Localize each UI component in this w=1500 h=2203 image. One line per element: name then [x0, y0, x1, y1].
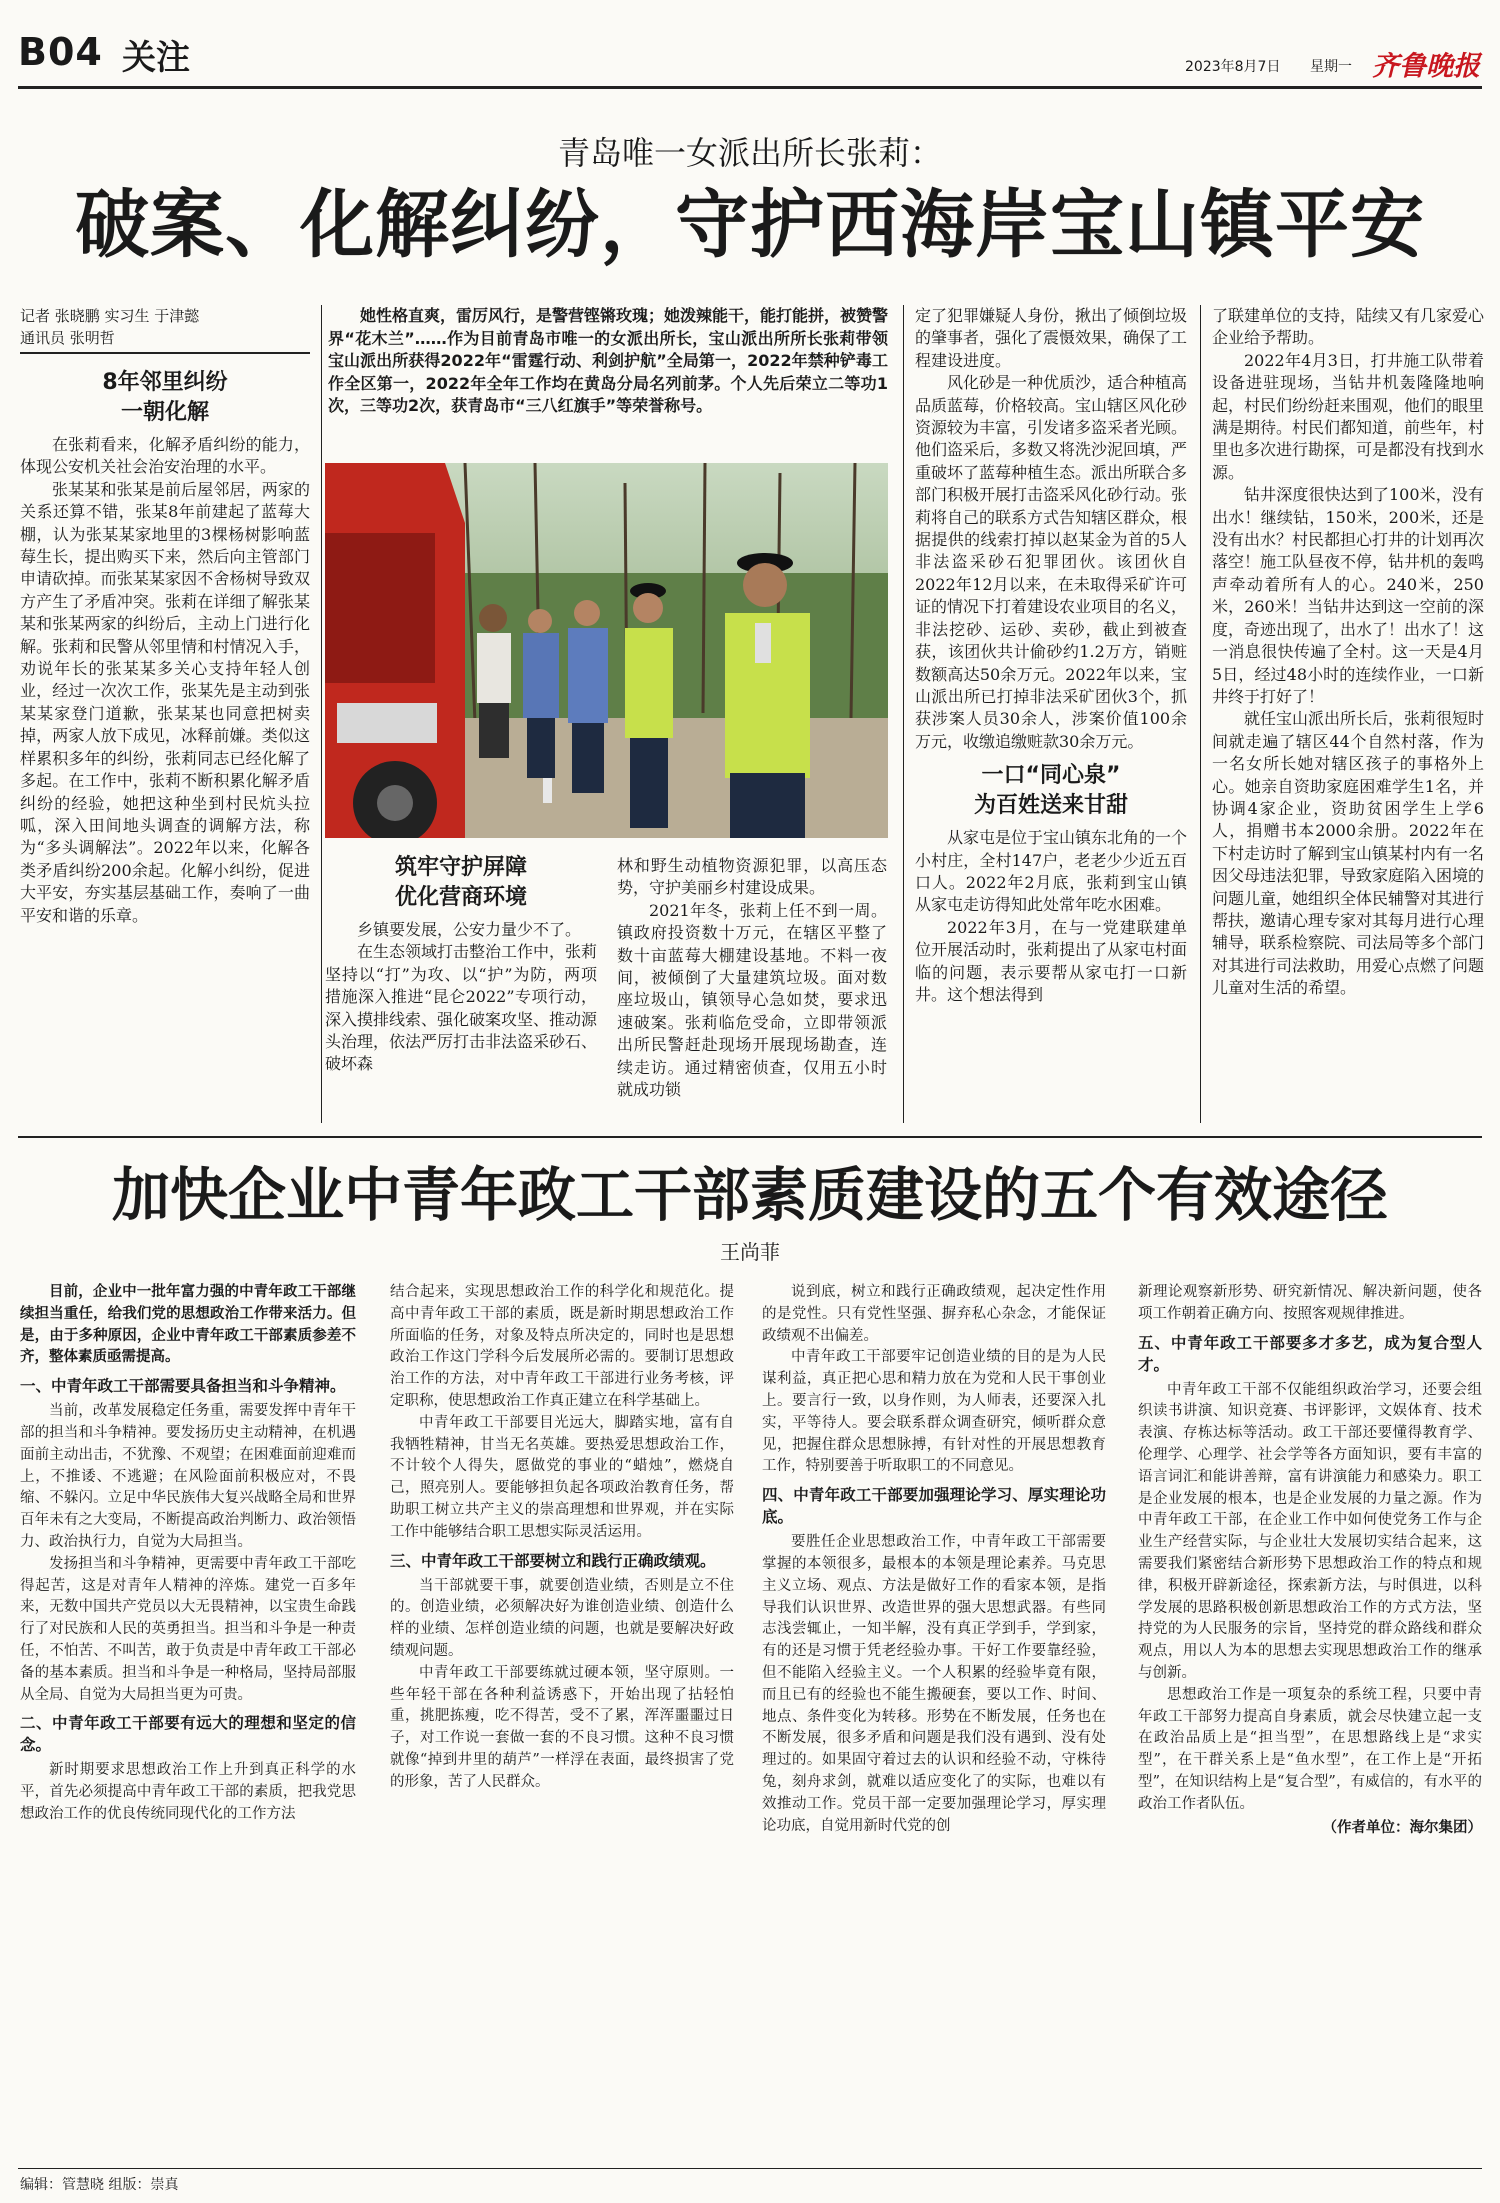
paragraph: 在张莉看来，化解矛盾纠纷的能力，体现公安机关社会治安治理的水平。	[20, 435, 310, 477]
byline-rule	[20, 352, 310, 354]
paragraph: 2022年3月，在与一党建联建单位开展活动时，张莉提出了从家屯村面临的问题，表示要帮从家屯打一口新井。这个想法得到	[915, 917, 1188, 1004]
section-title-4: 四、中青年政工干部要加强理论学习、厚实理论功底。	[762, 1486, 1106, 1527]
paragraph: 当干部就要干事，就要创造业绩，否则是立不住的。创造业绩，必须解决好为谁创造业绩、创造什么样的业绩、怎样创造业绩的问题，也就是要解决好政绩观问题。	[390, 1577, 734, 1659]
paragraph: 林和野生动植物资源犯罪，以高压态势，守护美丽乡村建设成果。	[617, 856, 887, 898]
article1-kicker: 青岛唯一女派出所长张莉：	[557, 134, 942, 172]
paragraph: 新时期要求思想政治工作上升到真正科学的水平，首先必须提高中青年政工干部的素质，把我党思想政治工作的优良传统同现代化的工作方法	[20, 1762, 356, 1822]
article2-author: 王尚菲	[720, 1240, 780, 1264]
paragraph: 风化砂是一种优质沙，适合种植高品质蓝莓，价格较高。宝山辖区风化砂资源较为丰富，引发诸多盗采者光顾。他们盗采后，多数又将洗沙泥回填，严重破坏了蓝莓种植生态。派出所联合多部门积极开展打击盗采风化砂行动。张莉将自己的联系方式告知辖区群众，根据提供的线索打掉以赵某金为首的5人非法盗采砂石犯罪团伙。该团伙自2022年12月以来，在未取得采矿许可证的情况下打着建设农业项目的名义，非法挖砂、运砂、卖砂，截止到被查获，该团伙共计偷砂约1.2万方，销赃数额高达50余万元。2022年以来，宝山派出所已打掉非法采矿团伙3个，抓获涉案人员30余人，涉案价值100余万元，收缴追缴赃款30余万元。	[915, 373, 1188, 751]
subheading-neighbour-dispute: 8年邻里纠纷 一朝化解	[102, 370, 228, 425]
column-divider	[1200, 305, 1201, 1123]
article1-lead: 她性格直爽，雷厉风行，是警营铿锵玫瑰；她泼辣能干，能打能拼，被赞警界“花木兰”……作为目前青岛市唯一的女派出所长，宝山派出所所长张莉带领宝山派出所获得2022年“雷霆行动、利剑护航”全局第一，2022年禁种铲毒工作全区第一，2022年全年工作均在黄岛分局名列前茅。个人先后荣立二等功1次，三等功2次，获青岛市“三八红旗手”等荣誉称号。	[328, 306, 889, 416]
issue-date: 2023年8月7日	[1185, 59, 1281, 75]
page-code: B04	[18, 30, 103, 74]
article2-col2	[390, 1282, 734, 1794]
paragraph: 中青年政工干部不仅能组织政治学习，还要会组织读书讲演、知识竞赛、书评影评，文娱体育、技术表演、存栋达标等活动。政工干部还要懂得教育学、伦理学、心理学、社会学等各方面知识，要有丰富的语言词汇和能讲善辩，富有讲演能力和感染力。职工是企业发展的根本，也是企业发展的力量之源。作为中青年政工干部，在企业工作中如何使党务工作与企业生产经营实际，与企业壮大发展切实结合起来，这需要我们紧密结合新形势下思想政治工作的特点和规律，积极开辟新途径，探索新方法，与时俱进，以科学发展的思路积极创新思想政治工作的方式方法，坚持党的为人民服务的宗旨，坚持党的群众路线和群众观点，用以人为本的思想去实现思想政治工作的继承与创新。	[1138, 1381, 1482, 1681]
paragraph: 思想政治工作是一项复杂的系统工程，只要中青年政工干部努力提高自身素质，就会尽快建立起一支在政治品质上是“担当型”，在思想路线上是“求实型”，在干群关系上是“鱼水型”，在工作上是“开拓型”，在知识结构上是“复合型”，有威信的，有水平的政治工作者队伍。	[1138, 1686, 1482, 1812]
paragraph: 中青年政工干部要目光远大，脚踏实地，富有自我牺牲精神，甘当无名英雄。要热爱思想政治工作，不计较个人得失，愿做党的事业的“蜡烛”，燃烧自己，照亮别人。要能够担负起各项政治教育任务，帮助职工树立共产主义的崇高理想和世界观，并在实际工作中能够结合职工思想实际灵活运用。	[390, 1414, 734, 1540]
subheading-guard-barrier: 筑牢守护屏障 优化营商环境	[394, 855, 527, 910]
paragraph: 说到底，树立和践行正确政绩观，起决定性作用的是党性。只有党性坚强、摒弃私心杂念，才能保证政绩观不出偏差。	[762, 1284, 1106, 1344]
section-title-5: 五、中青年政工干部要多才多艺，成为复合型人才。	[1138, 1333, 1482, 1374]
paragraph: 2022年4月3日，打井施工队带着设备进驻现场，当钻井机轰隆隆地响起，村民们纷纷赶来围观，他们的眼里满是期待。村民们都知道，前些年，村里也多次进行勘探，可是都没有找到水源。	[1212, 350, 1485, 482]
police-patrol-photo	[325, 463, 888, 838]
editor-credits: 编辑：管慧晓 组版：崇真	[20, 2177, 179, 2193]
column-divider	[321, 305, 322, 1123]
section-title-3: 三、中青年政工干部要树立和践行正确政绩观。	[390, 1551, 716, 1570]
article1-col2	[325, 845, 597, 1076]
paragraph: 发扬担当和斗争精神，更需要中青年政工干部吃得起苦，这是对青年人精神的淬炼。建党一百多年来，无数中国共产党员以大无畏精神，以宝贵生命践行了对民族和人民的英勇担当。担当和斗争是一种责任，不怕苦、不叫苦，敢于负责是中青年政工干部必备的基本素质。担当和斗争是一种格局，坚持局部服从全局、自觉为大局担当更为可贵。	[20, 1555, 356, 1703]
article1-col3	[617, 855, 887, 1101]
article1-col5	[1212, 305, 1484, 1000]
photo-illustration	[325, 463, 888, 838]
paragraph: 结合起来，实现思想政治工作的科学化和规范化。提高中青年政工干部的素质，既是新时期思想政治工作所面临的任务，对象及特点所决定的，同时也是思想政治工作这门学科今后发展所必需的。要制订思想政治工作的方法，对中青年政工干部进行业务考核，评定职称，使思想政治工作真正建立在科学基础上。	[390, 1284, 734, 1409]
article2-headline: 加快企业中青年政工干部素质建设的五个有效途径	[111, 1161, 1388, 1229]
paragraph: 从家屯是位于宝山镇东北角的一个小村庄，全村147户，老老少少近五百口人。2022年2月底，张莉到宝山镇从家屯走访得知此处常年吃水困难。	[915, 828, 1188, 915]
paragraph: 要胜任企业思想政治工作，中青年政工干部需要掌握的本领很多，最根本的本领是理论素养。马克思主义立场、观点、方法是做好工作的看家本领，是指导我们认识世界、改造世界的强大思想武器。有些同志浅尝辄止，一知半解，没有真正学到手，学到家，有的还是习惯于凭老经验办事。干好工作要靠经验，但不能陷入经验主义。一个人积累的经验毕竟有限，而且已有的经验也不能生搬硬套，要以工作、时间、地点、条件变化为转移。形势在不断发展，任务也在不断发展，很多矛盾和问题是我们没有遇到、没有处理过的。如果固守着过去的认识和经验不动，守株待兔，刻舟求剑，就难以适应变化了的实际，也难以有效推动工作。党员干部一定要加强理论学习，厚实理论功底，自觉用新时代党的创	[762, 1534, 1106, 1834]
paragraph: 中青年政工干部要练就过硬本领，坚守原则。一些年轻干部在各种利益诱惑下，开始出现了拈轻怕重，挑肥拣瘦，吃不得苦，受不了累，浑浑噩噩过日子，对工作说一套做一套的不良习惯。这种不良习惯就像“掉到井里的葫芦”一样浮在表面，最终损害了党的形象，苦了人民群众。	[390, 1664, 734, 1790]
article1-byline-reporter: 记者 张晓鹏 实习生 于津懿	[20, 307, 200, 325]
paragraph: 定了犯罪嫌疑人身份，揪出了倾倒垃圾的肇事者，强化了震慑效果，确保了工程建设进度。	[915, 306, 1188, 370]
article1-col1	[20, 360, 310, 927]
paragraph: 中青年政工干部要牢记创造业绩的目的是为人民谋利益，真正把心思和精力放在为党和人民干事创业上。要言行一致，以身作则，为人师表，还要深入扎实，平等待人。要会联系群众调查研究，倾听群众意见，把握住群众思想脉搏，有针对性的开展思想教育工作，特别要善于听取职工的不同意见。	[762, 1349, 1106, 1475]
footer-rule	[18, 2168, 1482, 2169]
masthead-logo: 齐鲁晚报	[1372, 51, 1480, 82]
article1-headline: 破案、化解纠纷，守护西海岸宝山镇平安	[75, 182, 1425, 268]
article2-lead: 目前，企业中一批年富力强的中青年政工干部继续担当重任，给我们党的思想政治工作带来活力。但是，由于多种原因，企业中青年政工干部素质参差不齐，整体素质亟需提高。	[20, 1284, 356, 1366]
paragraph: 乡镇要发展，公安力量少不了。	[357, 920, 582, 939]
paragraph: 在生态领域打击整治工作中，张莉坚持以“打”为攻、以“护”为防，两项措施深入推进“昆仑2022”专项行动，深入摸排线索、强化破案攻坚、推动源头治理，依法严厉打击非法盗采砂石、破坏森	[325, 942, 598, 1074]
paragraph: 就任宝山派出所长后，张莉很短时间就走遍了辖区44个自然村落，作为一名女所长她对辖区孩子的事格外上心。她亲自资助家庭困难学生1名，并协调4家企业，资助贫困学生上学6人，捐赠书本2000余册。2022年在下村走访时了解到宝山镇某村内有一名因父母违法犯罪，导致家庭陷入困境的问题儿童，她组织全体民辅警对其进行帮扶，邀请心理专家对其每月进行心理辅导，联系检察院、司法局等多个部门对其进行司法救助，用爱心点燃了问题儿童对生活的希望。	[1212, 709, 1485, 998]
issue-weekday: 星期一	[1310, 59, 1352, 75]
subheading-heart-spring: 一口“同心泉” 为百姓送来甘甜	[973, 763, 1128, 819]
article1-byline-correspondent: 通讯员 张明哲	[20, 329, 115, 347]
paragraph: 了联建单位的支持，陆续又有几家爱心企业给予帮助。	[1212, 306, 1485, 348]
paragraph: 新理论观察新形势、研究新情况、解决新问题，使各项工作朝着正确方向、按照客观规律推进。	[1138, 1284, 1482, 1322]
article-separator	[18, 1136, 1482, 1138]
article2-col4	[1138, 1282, 1482, 1839]
header-rule	[18, 86, 1482, 89]
article1-col4	[915, 305, 1187, 1006]
paragraph: 钻井深度很快达到了100米，没有出水！继续钻，150米，200米，还是没有出水？村民都担心打井的计划再次落空！施工队昼夜不停，钻井机的轰鸣声牵动着所有人的心。240米，250米，260米！当钻井达到这一空前的深度，奇迹出现了，出水了！出水了！这一消息很快传遍了全村。这一天是4月5日，经过48小时的连续作业，一口新井终于打好了！	[1212, 485, 1485, 706]
article2-col3	[762, 1282, 1106, 1837]
section-title-1: 一、中青年政工干部需要具备担当和斗争精神。	[20, 1377, 346, 1396]
paragraph: 当前，改革发展稳定任务重，需要发挥中青年干部的担当和斗争精神。要发扬历史主动精神，在机遇面前主动出击，不犹豫、不观望；在困难面前迎难而上，不推诿、不逃避；在风险面前积极应对，不畏缩、不躲闪。立足中华民族伟大复兴战略全局和世界百年未有之大变局，不断提高政治判断力、政治领悟力、政治执行力，自觉为大局担当。	[20, 1403, 356, 1550]
section-title-2: 二、中青年政工干部要有远大的理想和坚定的信念。	[20, 1714, 356, 1755]
paragraph: 张某某和张某是前后屋邻居，两家的关系还算不错，张某8年前建起了蓝莓大棚，认为张某某家地里的3棵杨树影响蓝莓生长，提出购买下来，然后向主管部门申请砍掉。而张某某家因不舍杨树导致双方产生了矛盾冲突。张莉在详细了解张某某和张某两家的纠纷后，主动上门进行化解。张莉和民警从邻里情和村情况入手，劝说年长的张某某多关心支持年轻人创业，经过一次次工作，张某先是主动到张某某家登门道歉，张某某也同意把树卖掉，两家人放下成见，冰释前嫌。类似这样累积多年的纠纷，张莉同志已经化解了多起。在工作中，张莉不断积累化解矛盾纠纷的经验，她把这种坐到村民炕头拉呱，深入田间地头调查的调解方法，称为“多头调解法”。2022年以来，化解各类矛盾纠纷200余起。化解小纠纷，促进大平安，夯实基层基础工作，奏响了一曲平安和谐的乐章。	[20, 479, 310, 925]
column-divider	[903, 305, 904, 1123]
author-affiliation: （作者单位：海尔集团）	[1322, 1819, 1482, 1836]
paragraph: 2021年冬，张莉上任不到一周。镇政府投资数十万元，在辖区平整了数十亩蓝莓大棚建设基地。不料一夜间，被倾倒了大量建筑垃圾。面对数座垃圾山，镇领导心急如焚，要求迅速破案。张莉临危受命，立即带领派出所民警赶赴现场开展现场勘查，连续走访。通过精密侦查，仅用五小时就成功锁	[617, 900, 887, 1100]
article2-col1	[20, 1282, 356, 1826]
section-name: 关注	[122, 38, 190, 78]
